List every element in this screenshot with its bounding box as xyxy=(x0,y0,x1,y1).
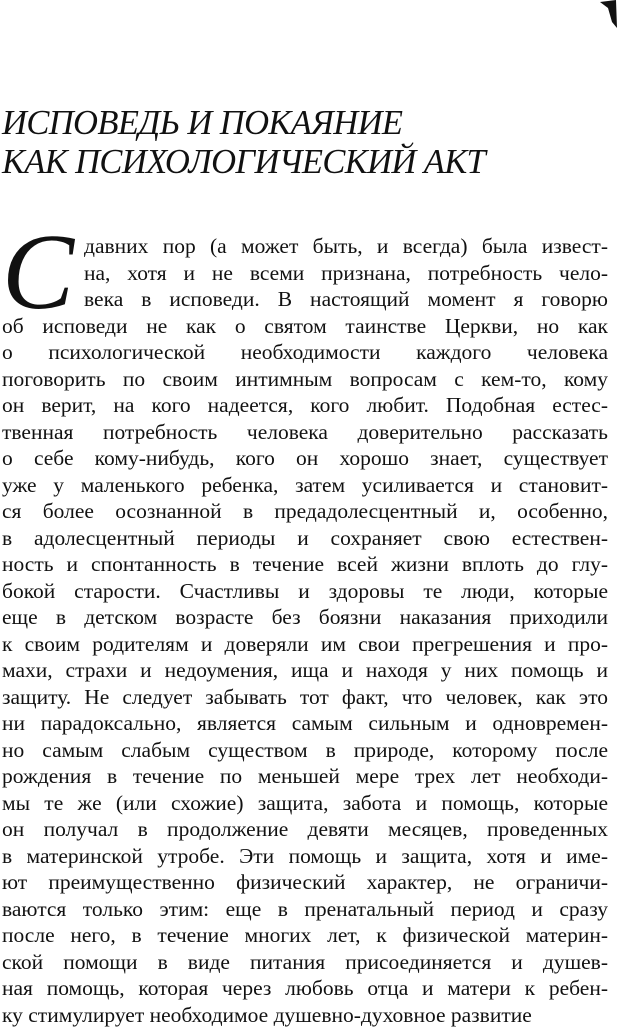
text-line: еще в детском возрасте без боязни наказания приходили xyxy=(2,604,608,631)
text-line: уже у маленького ребенка, затем усиливается и становит- xyxy=(2,472,608,499)
text-line: в материнской утробе. Эти помощь и защита, хотя и име- xyxy=(2,843,608,870)
drop-cap: С xyxy=(2,233,74,313)
page-corner-mark xyxy=(600,0,618,30)
text-line: защиту. Не следует забывать тот факт, что человек, как это xyxy=(2,684,608,711)
text-line: ют преимущественно физический характер, не ограничи- xyxy=(2,869,608,896)
text-line: в адолесцентный периоды и сохраняет свою естествен- xyxy=(2,525,608,552)
text-line: о психологической необходимости каждого человека xyxy=(2,339,608,366)
text-line: махи, страхи и недоумения, ища и находя у них помощь и xyxy=(2,657,608,684)
text-line: века в исповеди. В настоящий момент я говорю xyxy=(2,286,608,313)
text-line: он верит, на кого надеется, кого любит. Подобная естес- xyxy=(2,392,608,419)
text-line: к своим родителям и доверяли им свои прегрешения и про- xyxy=(2,631,608,658)
text-line: бокой старости. Счастливы и здоровы те люди, которые xyxy=(2,578,608,605)
text-line: ни парадоксально, является самым сильным и одновремен- xyxy=(2,710,608,737)
text-line: ской помощи в виде питания присоединяется и душев- xyxy=(2,949,608,976)
text-line: он получал в продолжение девяти месяцев, проведенных xyxy=(2,816,608,843)
text-line: ная помощь, которая через любовь отца и матери к ребен- xyxy=(2,975,608,1002)
text-line: после него, в течение многих лет, к физической материн- xyxy=(2,922,608,949)
text-line: ся более осознанной в предадолесцентный и, особенно, xyxy=(2,498,608,525)
chapter-title xyxy=(2,104,602,182)
chapter-title-line-2: КАК ПСИХОЛОГИЧЕСКИЙ АКТ xyxy=(2,143,602,182)
text-line: твенная потребность человека доверительно рассказать xyxy=(2,419,608,446)
text-line: но самым слабым существом в природе, которому после xyxy=(2,737,608,764)
text-line: ку стимулирует необходимое душевно-духовное развитие xyxy=(2,1002,608,1028)
text-line: на, хотя и не всеми признана, потребность чело- xyxy=(2,260,608,287)
body-text xyxy=(2,233,608,1028)
text-line: о себе кому-нибудь, кого он хорошо знает, существует xyxy=(2,445,608,472)
text-line: рождения в течение по меньшей мере трех лет необходи- xyxy=(2,763,608,790)
text-line: ваются только этим: еще в пренатальный период и сразу xyxy=(2,896,608,923)
text-line: мы те же (или схожие) защита, забота и помощь, которые xyxy=(2,790,608,817)
chapter-title-line-1: ИСПОВЕДЬ И ПОКАЯНИЕ xyxy=(2,104,602,143)
text-line: ность и спонтанность в течение всей жизни вплоть до глу- xyxy=(2,551,608,578)
text-line: давних пор (а может быть, и всегда) была извест- xyxy=(2,233,608,260)
text-line: об исповеди не как о святом таинстве Церкви, но как xyxy=(2,313,608,340)
text-line: поговорить по своим интимным вопросам с кем-то, кому xyxy=(2,366,608,393)
